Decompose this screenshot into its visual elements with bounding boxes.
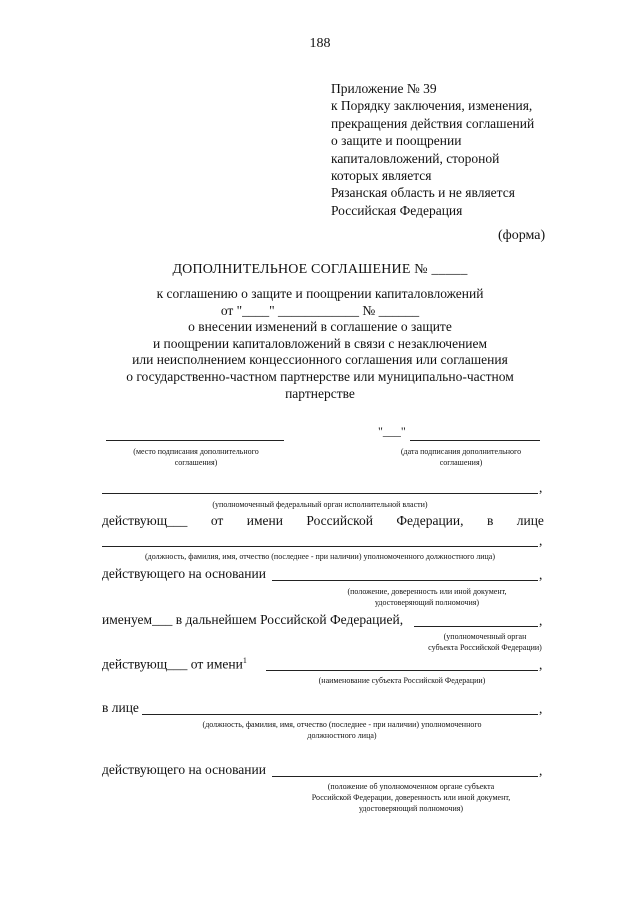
acting-name-label: действующ___ от имени$^1$ xyxy=(102,656,247,672)
date-day-mark: "___" xyxy=(378,424,406,438)
comma: , xyxy=(539,567,543,582)
subtitle-line: и поощрении капиталовложений в связи с незаключением xyxy=(152,335,488,351)
official-field[interactable] xyxy=(102,546,538,547)
acting-word: лице xyxy=(516,513,544,528)
subtitle-line: от "____" ____________ № ______ xyxy=(220,302,420,318)
appendix-line: Российская Федерация xyxy=(331,202,463,218)
basis2-label: действующего на основании xyxy=(102,762,266,777)
comma: , xyxy=(539,480,543,495)
acting-row xyxy=(102,513,544,529)
date-field[interactable] xyxy=(410,440,540,441)
subject-caption: (наименование субъекта Российской Федерации) xyxy=(318,676,486,685)
appendix-line: капиталовложений, стороной xyxy=(331,150,500,166)
place-caption: (место подписания дополнительного соглашения) xyxy=(133,447,259,467)
subtitle-line: к соглашению о защите и поощрении капиталовложений xyxy=(156,286,484,301)
acting-word: имени xyxy=(246,513,283,528)
person-label: в лице xyxy=(102,700,139,715)
subtitle-line: партнерстве xyxy=(285,385,355,401)
document-subtitle xyxy=(0,286,640,402)
subtitle-line: или неисполнением концессионного соглашения или соглашения xyxy=(132,352,508,368)
document-title: ДОПОЛНИТЕЛЬНОЕ СОГЛАШЕНИЕ № _____ xyxy=(172,262,468,277)
date-caption: (дата подписания дополнительного соглашения) xyxy=(400,447,522,467)
named-caption: (уполномоченный орган субъекта Российской Федерации) xyxy=(428,632,542,652)
comma: , xyxy=(539,533,543,548)
subject-body-field[interactable] xyxy=(414,626,538,627)
basis-caption: (положение, доверенность или иной документ, удостоверяющий полномочия) xyxy=(347,587,507,607)
person-caption: (должность, фамилия, имя, отчество (последнее - при наличии) уполномоченного должностного лица) xyxy=(202,720,482,740)
appendix-line: прекращения действия соглашений xyxy=(331,115,535,131)
federal-body-field[interactable] xyxy=(102,493,538,494)
acting-word: Федерации, xyxy=(396,513,464,528)
basis2-caption: (положение об уполномоченном органе субъекта Российской Федерации, доверенность или иной документ, удостоверяющий полномочия) xyxy=(311,782,511,813)
acting-word: действующ___ xyxy=(102,513,188,528)
page-number: 188 xyxy=(309,36,331,51)
comma: , xyxy=(539,613,543,628)
basis-field[interactable] xyxy=(272,580,538,581)
appendix-block xyxy=(331,80,534,219)
named-label: именуем___ в дальнейшем Российской Федерацией, xyxy=(102,612,404,627)
acting-word: в xyxy=(486,513,494,528)
basis-label: действующего на основании xyxy=(102,566,266,581)
appendix-line: которых является xyxy=(331,168,432,184)
subtitle-line: о государственно-частном партнерстве или муниципально-частном xyxy=(126,368,514,384)
form-label: (форма) xyxy=(498,228,546,243)
person-field[interactable] xyxy=(142,714,538,715)
appendix-line: к Порядку заключения, изменения, xyxy=(331,98,533,114)
footnote-mark: 1 xyxy=(242,656,247,665)
acting-word: от xyxy=(210,513,224,528)
place-field[interactable] xyxy=(106,440,284,441)
comma: , xyxy=(539,763,543,778)
appendix-line: о защите и поощрении xyxy=(331,133,462,149)
comma: , xyxy=(539,657,543,672)
basis2-field[interactable] xyxy=(272,776,538,777)
comma: , xyxy=(539,701,543,716)
acting-word: Российской xyxy=(306,513,373,528)
official-caption: (должность, фамилия, имя, отчество (последнее - при наличии) уполномоченного должностного лица) xyxy=(144,552,496,561)
appendix-line: Рязанская область и не является xyxy=(331,185,515,201)
federal-body-caption: (уполномоченный федеральный орган исполнительной власти) xyxy=(212,500,428,509)
subtitle-line: о внесении изменений в соглашение о защите xyxy=(188,319,452,335)
subject-name-field[interactable] xyxy=(266,670,538,671)
appendix-line: Приложение № 39 xyxy=(331,81,437,96)
